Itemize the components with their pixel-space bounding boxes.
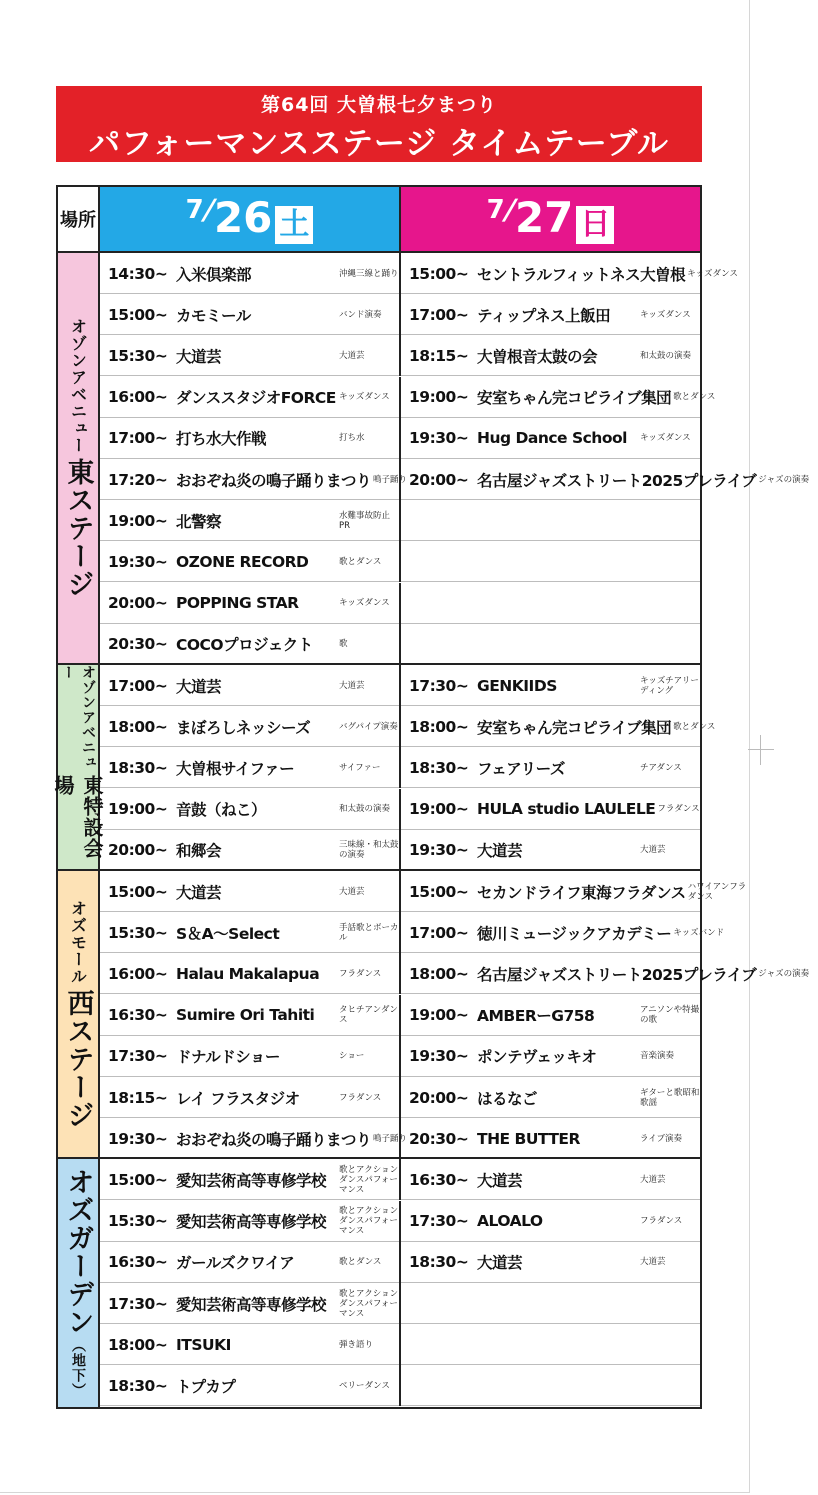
slot-performer: 大道芸 bbox=[176, 883, 222, 902]
day1-slot bbox=[100, 789, 401, 830]
table-row bbox=[100, 583, 700, 624]
day2-slot bbox=[401, 583, 700, 624]
slot-time: 15:00~ bbox=[409, 264, 469, 283]
slot-category: キッズチアリーディング bbox=[640, 675, 699, 696]
day2-slot bbox=[401, 871, 747, 912]
day2-slot bbox=[401, 912, 725, 953]
slot-category: バグパイプ演奏 bbox=[339, 721, 398, 732]
day1-slot bbox=[100, 953, 401, 994]
table-row bbox=[100, 1324, 700, 1365]
day1-slot bbox=[100, 294, 401, 335]
day: 27 bbox=[514, 193, 574, 242]
slot-performer: 北警察 bbox=[176, 512, 222, 531]
day1-slot bbox=[100, 541, 401, 582]
slot-category: 歌とダンス bbox=[339, 556, 382, 567]
day1-slot bbox=[100, 583, 401, 624]
slot-performer: THE BUTTER bbox=[477, 1129, 580, 1148]
day2-slot bbox=[401, 1159, 700, 1200]
slot-time: 15:30~ bbox=[108, 1212, 168, 1231]
slot-performer: 大道芸 bbox=[477, 1171, 523, 1190]
slot-time: 16:30~ bbox=[409, 1170, 469, 1189]
table-row bbox=[100, 1118, 700, 1159]
slot-category: 手話歌とボーカル bbox=[339, 922, 399, 943]
slot-category: 沖縄三線と踊り bbox=[339, 268, 399, 279]
slot-category: 大道芸 bbox=[640, 1174, 666, 1185]
slot-time: 19:30~ bbox=[409, 429, 469, 448]
slot-performer: ITSUKI bbox=[176, 1335, 231, 1354]
slot-time: 19:30~ bbox=[108, 552, 168, 571]
slot-time: 17:00~ bbox=[108, 676, 168, 695]
table-row bbox=[100, 789, 700, 830]
place-header: 場所 bbox=[58, 187, 100, 253]
day1-date bbox=[100, 193, 399, 247]
venue-sub: オゾンアベニュー bbox=[68, 318, 88, 454]
slot-performer: AMBERーG758 bbox=[477, 1007, 595, 1026]
slot-performer: ティップネス上飯田 bbox=[477, 306, 611, 325]
slot-time: 15:00~ bbox=[108, 882, 168, 901]
slot-time: 19:30~ bbox=[409, 1047, 469, 1066]
slot-category: フラダンス bbox=[339, 1092, 382, 1103]
venue-east-special bbox=[51, 665, 104, 871]
venue-main: 東特設会場 bbox=[51, 775, 104, 860]
slot-time: 19:30~ bbox=[108, 1129, 168, 1148]
day: 26 bbox=[213, 193, 273, 242]
day1-slot bbox=[100, 459, 408, 500]
slot-time: 19:00~ bbox=[409, 1006, 469, 1025]
day1-header bbox=[100, 187, 401, 253]
slot-performer: ダンススタジオFORCE bbox=[176, 389, 336, 408]
day2-slot bbox=[401, 830, 700, 871]
slot-performer: 大道芸 bbox=[477, 1254, 523, 1273]
slot-time: 15:00~ bbox=[108, 305, 168, 324]
slot-performer: 和郷会 bbox=[176, 842, 222, 861]
slot-category: ジャズの演奏 bbox=[758, 968, 810, 979]
table-row bbox=[100, 500, 700, 541]
slot-category: 歌とダンス bbox=[673, 721, 716, 732]
day2-date bbox=[401, 193, 700, 247]
venue-main: 西ステージ bbox=[62, 988, 94, 1129]
slot-performer: 大道芸 bbox=[477, 842, 523, 861]
day2-slot bbox=[401, 1118, 700, 1159]
slot-time: 19:00~ bbox=[409, 388, 469, 407]
slot-performer: 打ち水大作戦 bbox=[176, 430, 267, 449]
slot-performer: 音鼓（ねこ） bbox=[176, 801, 267, 820]
table-row bbox=[100, 294, 700, 335]
slot-performer: ドナルドショー bbox=[176, 1048, 280, 1067]
day2-slot bbox=[401, 789, 700, 830]
table-row bbox=[100, 335, 700, 376]
slot-category: フラダンス bbox=[657, 804, 700, 815]
day1-slot bbox=[100, 1077, 401, 1118]
slot-category: 打ち水 bbox=[339, 433, 365, 444]
slot-time: 18:30~ bbox=[108, 1376, 168, 1395]
table-row bbox=[100, 747, 700, 788]
slot-time: 17:20~ bbox=[108, 470, 168, 489]
day2-header bbox=[401, 187, 700, 253]
table-row bbox=[100, 1159, 700, 1200]
slot-time: 20:00~ bbox=[409, 1088, 469, 1107]
slot-performer: セントラルフィットネス大曽根 bbox=[477, 265, 686, 284]
slot-category: ライブ演奏 bbox=[640, 1133, 682, 1144]
day2-slot bbox=[401, 665, 700, 706]
slot-performer: セカンドライフ東海フラダンス bbox=[477, 883, 686, 902]
table-row bbox=[100, 1242, 700, 1283]
slot-category: 大道芸 bbox=[339, 350, 365, 361]
day1-slot bbox=[100, 418, 401, 459]
day2-slot bbox=[401, 706, 716, 747]
slot-performer: 名古屋ジャズストリート2025プレライブ bbox=[477, 965, 757, 984]
slot-category: ハワイアンフラダンス bbox=[687, 881, 747, 902]
slot-time: 18:00~ bbox=[409, 717, 469, 736]
slot-performer: カモミール bbox=[176, 306, 251, 325]
slot-performer: POPPING STAR bbox=[176, 594, 299, 613]
slot-time: 19:00~ bbox=[409, 800, 469, 819]
slot-time: 20:30~ bbox=[409, 1129, 469, 1148]
table-row bbox=[100, 1201, 700, 1242]
title-banner bbox=[56, 86, 702, 162]
slot-performer: レイ フラスタジオ bbox=[176, 1089, 300, 1108]
day2-slot bbox=[401, 418, 700, 459]
venue-oz-garden bbox=[58, 1159, 100, 1407]
day1-slot bbox=[100, 624, 401, 665]
slot-performer: 愛知芸術高等専修学校 bbox=[176, 1295, 327, 1314]
slot-time: 17:00~ bbox=[409, 305, 469, 324]
table-row bbox=[100, 459, 810, 500]
slot-time: 19:00~ bbox=[108, 800, 168, 819]
slot-category: 和太鼓の演奏 bbox=[339, 804, 391, 815]
slot-category: バンド演奏 bbox=[339, 309, 382, 320]
table-row bbox=[100, 706, 716, 747]
slot-performer: S＆A～Select bbox=[176, 924, 280, 943]
slot-category: 水難事故防止PR bbox=[339, 510, 391, 531]
slot-time: 18:00~ bbox=[108, 1335, 168, 1354]
event-name: 第64回 大曽根七夕まつり bbox=[260, 94, 498, 116]
slot-category: キッズダンス bbox=[339, 598, 390, 609]
slot-time: 20:00~ bbox=[108, 841, 168, 860]
slot-category: 鳴子踊り bbox=[373, 1133, 408, 1144]
table-row bbox=[100, 871, 747, 912]
day1-slot bbox=[100, 1365, 401, 1406]
slot-category: チアダンス bbox=[640, 762, 682, 773]
slot-time: 15:30~ bbox=[108, 923, 168, 942]
day2-slot bbox=[401, 335, 700, 376]
table-row bbox=[100, 377, 716, 418]
slot-performer: 愛知芸術高等専修学校 bbox=[176, 1171, 327, 1190]
table-row bbox=[100, 912, 725, 953]
table-row bbox=[100, 418, 700, 459]
slot-performer: まぼろしネッシーズ bbox=[176, 718, 311, 737]
slot-category: サイファー bbox=[339, 762, 381, 773]
slot-time: 18:30~ bbox=[409, 1253, 469, 1272]
day2-slot bbox=[401, 459, 810, 500]
table-row bbox=[100, 830, 700, 871]
month: 7 bbox=[486, 195, 505, 225]
day1-slot bbox=[100, 377, 401, 418]
month: 7 bbox=[185, 195, 204, 225]
slot-time: 18:15~ bbox=[108, 1088, 168, 1107]
slot-category: キッズダンス bbox=[640, 433, 691, 444]
slot-category: 音楽演奏 bbox=[640, 1051, 675, 1062]
slot-performer: ガールズクワイア bbox=[176, 1254, 295, 1273]
slot-category: 大道芸 bbox=[339, 680, 365, 691]
slot-time: 15:30~ bbox=[108, 346, 168, 365]
slot-performer: Hug Dance School bbox=[477, 429, 627, 448]
slot-category: 歌 bbox=[339, 639, 348, 650]
slot-time: 18:15~ bbox=[409, 346, 469, 365]
slot-performer: 大道芸 bbox=[176, 677, 222, 696]
timetable bbox=[51, 185, 810, 1409]
slot-category: キッズダンス bbox=[339, 392, 390, 403]
slot-time: 16:30~ bbox=[108, 1006, 168, 1025]
slot-category: フラダンス bbox=[640, 1216, 683, 1227]
day2-slot bbox=[401, 253, 738, 294]
slot-category: 弾き語り bbox=[339, 1339, 374, 1350]
weekday-badge: 土 bbox=[275, 206, 313, 244]
slot-performer: 安室ちゃん完コピライブ集団 bbox=[477, 389, 672, 408]
slot-time: 17:00~ bbox=[108, 429, 168, 448]
day2-slot bbox=[401, 1036, 700, 1077]
slot-category: 大道芸 bbox=[640, 1257, 666, 1268]
day1-slot bbox=[100, 995, 401, 1036]
day2-slot bbox=[401, 377, 716, 418]
slot-performer: 入米倶楽部 bbox=[176, 265, 252, 284]
day1-slot bbox=[100, 335, 401, 376]
venue-west-stage bbox=[58, 871, 100, 1159]
slot-performer: ポンテヴェッキオ bbox=[477, 1048, 597, 1067]
venue-main: 東ステージ bbox=[62, 458, 94, 598]
slot-performer: Halau Makalapua bbox=[176, 964, 320, 983]
day2-slot bbox=[401, 541, 700, 582]
slot-category: ショー bbox=[339, 1051, 365, 1062]
day1-slot bbox=[100, 253, 401, 294]
page-title: パフォーマンスステージ タイムテーブル bbox=[88, 126, 670, 162]
crop-mark bbox=[760, 735, 761, 765]
slot-time: 14:30~ bbox=[108, 264, 168, 283]
day1-slot bbox=[100, 500, 401, 541]
slot-time: 18:00~ bbox=[108, 717, 168, 736]
venue-east-stage bbox=[58, 253, 100, 665]
day1-slot bbox=[100, 706, 401, 747]
slot-time: 17:30~ bbox=[409, 1212, 469, 1231]
day2-slot bbox=[401, 500, 700, 541]
table-row bbox=[100, 624, 700, 665]
day1-slot bbox=[100, 1324, 401, 1365]
table-row bbox=[100, 1283, 700, 1324]
day1-slot bbox=[100, 1201, 401, 1242]
slot-category: キッズダンス bbox=[687, 268, 738, 279]
day2-slot bbox=[401, 624, 700, 665]
slot-category: アニソンや特撮の歌 bbox=[640, 1005, 700, 1026]
table-row bbox=[100, 253, 738, 294]
day2-slot bbox=[401, 953, 810, 994]
day1-slot bbox=[100, 1118, 408, 1159]
slot-performer: OZONE RECORD bbox=[176, 552, 309, 571]
date-slash: / bbox=[500, 193, 520, 226]
day1-slot bbox=[100, 1036, 401, 1077]
day2-slot bbox=[401, 1201, 700, 1242]
slot-time: 15:00~ bbox=[409, 882, 469, 901]
venue-sub: オゾンアベニュー bbox=[60, 665, 96, 770]
day1-slot bbox=[100, 747, 401, 788]
slot-category: ジャズの演奏 bbox=[758, 474, 810, 485]
day2-slot bbox=[401, 1365, 700, 1406]
day1-slot bbox=[100, 912, 401, 953]
slot-category: ギターと歌昭和歌謡 bbox=[640, 1087, 700, 1108]
day2-slot bbox=[401, 1077, 700, 1118]
slot-performer: フェアリーズ bbox=[477, 759, 565, 778]
slot-time: 19:00~ bbox=[108, 511, 168, 530]
slot-category: フラダンス bbox=[339, 968, 382, 979]
day1-slot bbox=[100, 1242, 401, 1283]
table-row bbox=[100, 541, 700, 582]
slot-category: 歌とアクションダンスパフォーマンス bbox=[339, 1288, 399, 1319]
slot-performer: 愛知芸術高等専修学校 bbox=[176, 1213, 327, 1232]
slot-performer: 名古屋ジャズストリート2025プレライブ bbox=[477, 471, 757, 490]
slot-time: 17:30~ bbox=[108, 1047, 168, 1066]
day1-slot bbox=[100, 1159, 401, 1200]
table-row bbox=[100, 1365, 700, 1406]
slot-category: ベリーダンス bbox=[339, 1380, 390, 1391]
slot-category: キッズダンス bbox=[640, 309, 691, 320]
slot-performer: はるなご bbox=[477, 1089, 538, 1108]
slot-category: 鳴子踊り bbox=[373, 474, 408, 485]
table-row bbox=[100, 995, 700, 1036]
slot-category: 三味線・和太鼓の演奏 bbox=[339, 840, 399, 861]
date-slash: / bbox=[199, 193, 219, 226]
slot-time: 15:00~ bbox=[108, 1170, 168, 1189]
slot-category: 大道芸 bbox=[640, 845, 666, 856]
slot-performer: 徳川ミュージックアカデミー bbox=[477, 924, 672, 943]
slot-category: キッズバンド bbox=[673, 927, 725, 938]
slot-performer: COCOプロジェクト bbox=[176, 636, 313, 655]
slot-performer: HULA studio LAULELE bbox=[477, 800, 656, 819]
slot-performer: トプカプ bbox=[176, 1377, 236, 1396]
day2-slot bbox=[401, 995, 700, 1036]
day1-slot bbox=[100, 871, 401, 912]
table-row bbox=[100, 953, 810, 994]
slot-time: 18:30~ bbox=[409, 758, 469, 777]
day2-slot bbox=[401, 1283, 700, 1324]
venue-sub: オズモール bbox=[68, 899, 88, 985]
slot-performer: GENKIIDS bbox=[477, 676, 557, 695]
slot-time: 19:30~ bbox=[409, 841, 469, 860]
day2-slot bbox=[401, 1242, 700, 1283]
slot-category: 歌とアクションダンスパフォーマンス bbox=[339, 1206, 399, 1237]
slot-category: 歌とアクションダンスパフォーマンス bbox=[339, 1164, 399, 1195]
day2-slot bbox=[401, 294, 700, 335]
slot-category: タヒチアンダンス bbox=[339, 1005, 398, 1026]
venue-main: オズガーデン bbox=[62, 1168, 94, 1336]
slot-performer: 大道芸 bbox=[176, 347, 222, 366]
slot-time: 16:00~ bbox=[108, 388, 168, 407]
slot-category: 大道芸 bbox=[339, 886, 365, 897]
slot-category: 歌とダンス bbox=[339, 1257, 382, 1268]
day1-slot bbox=[100, 1283, 401, 1324]
slot-time: 20:00~ bbox=[108, 594, 168, 613]
day1-slot bbox=[100, 665, 401, 706]
slot-performer: 大曽根サイファー bbox=[176, 759, 295, 778]
venue-paren: （地下） bbox=[70, 1338, 86, 1398]
table-row bbox=[100, 1077, 700, 1118]
slot-time: 20:30~ bbox=[108, 635, 168, 654]
slot-time: 17:00~ bbox=[409, 923, 469, 942]
slot-time: 18:00~ bbox=[409, 964, 469, 983]
crop-mark bbox=[748, 749, 774, 750]
day1-slot bbox=[100, 830, 401, 871]
weekday-badge: 日 bbox=[576, 206, 614, 244]
slot-performer: おおぞね炎の鳴子踊りまつり bbox=[176, 1130, 372, 1149]
slot-category: 歌とダンス bbox=[673, 392, 716, 403]
table-row bbox=[100, 1036, 700, 1077]
slot-time: 17:30~ bbox=[409, 676, 469, 695]
slot-time: 16:30~ bbox=[108, 1253, 168, 1272]
slot-performer: ALOALO bbox=[477, 1212, 543, 1231]
slot-time: 17:30~ bbox=[108, 1294, 168, 1313]
table-row bbox=[100, 665, 700, 706]
slot-time: 18:30~ bbox=[108, 758, 168, 777]
slot-time: 20:00~ bbox=[409, 470, 469, 489]
slot-performer: おおぞね炎の鳴子踊りまつり bbox=[176, 471, 372, 490]
slot-performer: 安室ちゃん完コピライブ集団 bbox=[477, 718, 672, 737]
day2-slot bbox=[401, 747, 700, 788]
slot-performer: 大曽根音太鼓の会 bbox=[477, 347, 598, 366]
slot-category: 和太鼓の演奏 bbox=[640, 350, 692, 361]
day2-slot bbox=[401, 1324, 700, 1365]
slot-performer: Sumire Ori Tahiti bbox=[176, 1006, 315, 1025]
slot-time: 16:00~ bbox=[108, 964, 168, 983]
